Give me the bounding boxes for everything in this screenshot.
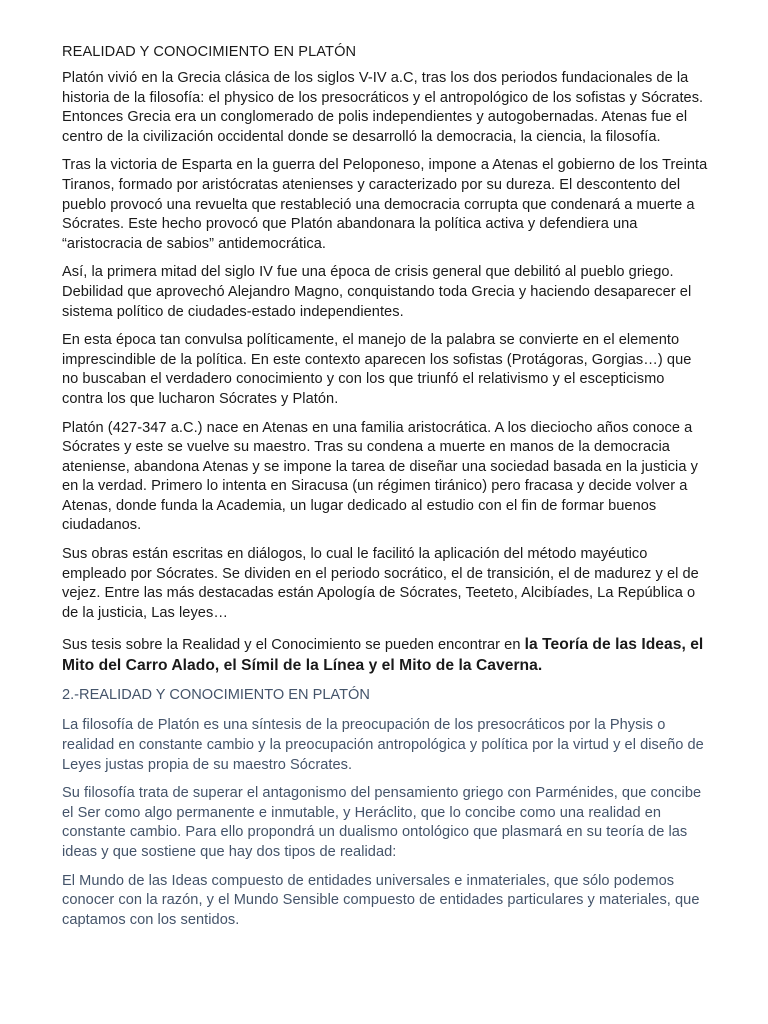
paragraph-crisis: Así, la primera mitad del siglo IV fue una época de crisis general que debilitó al pueblo griego. Debilidad que aprovechó Alejandro Magno, conquistando toda Grecia y haciendo desaparecer el sistema político de ciudades-estado independientes.: [62, 264, 692, 320]
paragraph-thesis: [62, 635, 708, 676]
document-page: [62, 42, 708, 939]
section-title: 2.-REALIDAD Y CONOCIMIENTO EN PLATÓN: [62, 687, 370, 704]
document-heading: REALIDAD Y CONOCIMIENTO EN PLATÓN: [62, 44, 357, 60]
paragraph-biography: Platón (427-347 a.C.) nace en Atenas en una familia aristocrática. A los dieciocho años conoce a Sócrates y este se vuelve su maestro. Tras su condena a muerte en manos de la democracia ateniense, abandona Atenas y se impone la tarea de diseñar una sociedad basada en la justicia y en la verdad. Primero lo intenta en Siracusa (un régimen tiránico) pero fracasa y decide volver a Atenas, donde funda la Academia, un lugar dedicado al estudio con el fin de formar buenos ciudadanos.: [62, 419, 698, 534]
thesis-intro-text: Sus tesis sobre la Realidad y el Conocimiento se pueden encontrar en: [62, 637, 525, 654]
paragraph-politics: Tras la victoria de Esparta en la guerra del Peloponeso, impone a Atenas el gobierno de los Treinta Tiranos, formado por aristócratas atenienses y caracterizado por su dureza. El descontento del pueblo provocó una revuelta que restableció una democracia corrupta que condenará a muerte a Sócrates. Este hecho provocó que Platón abandonara la política activa y defendiera una “aristocracia de sabios” antidemocrática.: [62, 157, 708, 252]
paragraph-sophists: En esta época tan convulsa políticamente, el manejo de la palabra se convierte en el elemento imprescindible de la política. En este contexto aparecen los sofistas (Protágoras, Gorgias…) que no buscaban el verdadero conocimiento y con los que triunfó el relativismo y el escepticismo contra los que lucharon Sócrates y Platón.: [62, 332, 692, 407]
section-paragraph-dualism: Su filosofía trata de superar el antagonismo del pensamiento griego con Parménides, que concibe el Ser como algo permanente e inmutable, y Heráclito, que lo concibe como una realidad en constante cambio. Para ello propondrá un dualismo ontológico que plasmará en su teoría de las ideas y que sostiene que hay dos tipos de realidad:: [62, 785, 702, 860]
paragraph-context: Platón vivió en la Grecia clásica de los siglos V-IV a.C, tras los dos periodos fundacionales de la historia de la filosofía: el physico de los presocráticos y el antropológico de los sofistas y Sócrates. Entonces Grecia era un conglomerado de polis independientes y autogobernadas. Atenas fue el centro de la civilización occidental donde se desarrolló la democracia, la ciencia, la filosofía.: [62, 70, 704, 145]
paragraph-works: Sus obras están escritas en diálogos, lo cual le facilitó la aplicación del método mayéutico empleado por Sócrates. Se dividen en el periodo socrático, el de transición, el de madurez y el de vejez. Entre las más destacadas están Apología de Sócrates, Teeteto, Alcibíades, La República o de la justicia, Las leyes…: [62, 546, 699, 621]
section-paragraph-worlds: El Mundo de las Ideas compuesto de entidades universales e inmateriales, que sólo podemos conocer con la razón, y el Mundo Sensible compuesto de entidades particulares y materiales, que captamos con los sentidos.: [62, 872, 700, 928]
thesis-bold-text: la Teoría de las Ideas, el Mito del Carro Alado, el Símil de la Línea y el Mito de la Caverna.: [62, 636, 704, 674]
section-paragraph-synthesis: La filosofía de Platón es una síntesis de la preocupación de los presocráticos por la Physis o realidad en constante cambio y la preocupación antropológica y política por la virtud y el diseño de Leyes justas propia de su maestro Sócrates.: [62, 717, 704, 773]
